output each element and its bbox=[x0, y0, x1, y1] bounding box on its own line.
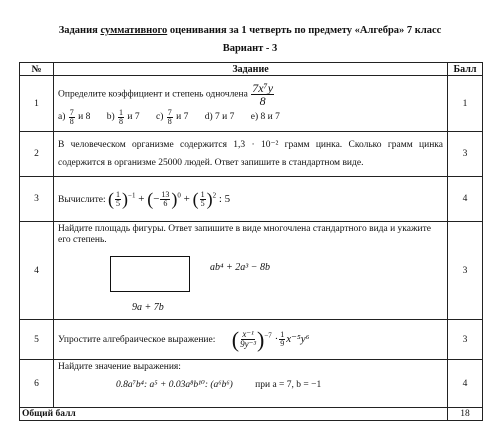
task-cell bbox=[54, 132, 448, 177]
task-points: 4 bbox=[448, 177, 483, 222]
option-a[interactable]: а) $\frac{7}{8}$ и 8 bbox=[58, 107, 91, 126]
expression: ( $\frac{\text{x⁻¹}}{\text{9y⁻³}}$ )$^{-7}$ · $\frac{1}{9}$ x⁻⁵y⁶ bbox=[231, 326, 310, 352]
option-c[interactable]: c) $\frac{7}{8}$ и 7 bbox=[156, 107, 189, 126]
option-e[interactable]: e) 8 и 7 bbox=[250, 112, 280, 123]
title-underlined: суммативного bbox=[100, 25, 168, 36]
task-points: 3 bbox=[448, 320, 483, 360]
option-d[interactable]: d) 7 и 7 bbox=[204, 112, 235, 123]
task-points: 3 bbox=[448, 132, 483, 177]
total-label: Общий балл bbox=[20, 408, 448, 421]
monomial-fraction: $\frac{\text{7x⁷y}}{8}$ bbox=[252, 80, 274, 108]
assessment-table bbox=[19, 62, 483, 421]
task-number: 2 bbox=[20, 132, 54, 177]
task-points: 3 bbox=[448, 222, 483, 320]
option-b[interactable]: b) $\frac{1}{8}$ и 7 bbox=[106, 107, 140, 126]
table-row bbox=[20, 222, 483, 320]
task-text: Упростите алгебраическое выражение: bbox=[58, 335, 216, 346]
task-text: Вычислите: bbox=[58, 194, 106, 205]
expression-line bbox=[116, 380, 443, 391]
task-number: 5 bbox=[20, 320, 54, 360]
task-cell bbox=[54, 177, 448, 222]
table-row bbox=[20, 320, 483, 360]
task-number: 1 bbox=[20, 76, 54, 132]
task-number: 4 bbox=[20, 222, 54, 320]
bottom-label: 9a + 7b bbox=[132, 302, 164, 313]
task-cell bbox=[54, 320, 448, 360]
rectangle-figure bbox=[110, 256, 190, 292]
expression: 0.8a⁷b⁴: a⁵ + 0.03a⁸b¹⁰: (a⁶b⁶) bbox=[116, 379, 233, 390]
total-row bbox=[20, 408, 483, 421]
header-number: № bbox=[20, 63, 54, 76]
task-cell bbox=[54, 76, 448, 132]
expression: ( $\frac{1}{5}$ )$^{-1}$ + (− $\frac{13}{6}$ )$^0$ + ( $\frac{1}{5}$ )$^2$ : 5 bbox=[108, 188, 231, 209]
answer-options bbox=[58, 109, 443, 126]
side-label: ab⁴ + 2a³ − 8b bbox=[210, 262, 270, 273]
task-number: 6 bbox=[20, 360, 54, 408]
condition: при a = 7, b = −1 bbox=[255, 379, 322, 390]
task-text: В человеческом организме содержится 1,3 · 10⁻² грамм цинка. Сколько грамм цинка содержится в организме 25000 людей. Ответ запишите в стандартном виде. bbox=[58, 139, 443, 168]
task-points: 1 bbox=[448, 76, 483, 132]
table-header-row bbox=[20, 63, 483, 76]
task-cell bbox=[54, 360, 448, 408]
task-text: Определите коэффициент и степень одночлена bbox=[58, 89, 248, 100]
table-row bbox=[20, 360, 483, 408]
task-cell bbox=[54, 222, 448, 320]
task-text: Найдите площадь фигуры. Ответ запишите в виде многочлена стандартного вида и укажите его степень. bbox=[58, 224, 431, 245]
title-part-a: Задания bbox=[58, 25, 101, 36]
document-title bbox=[0, 25, 500, 36]
header-points: Балл bbox=[448, 63, 483, 76]
header-task: Задание bbox=[54, 63, 448, 76]
table-row bbox=[20, 76, 483, 132]
task-points: 4 bbox=[448, 360, 483, 408]
task-text: Найдите значение выражения: bbox=[58, 362, 181, 372]
variant-title: Вариант - 3 bbox=[222, 43, 278, 54]
table-row bbox=[20, 177, 483, 222]
table-row bbox=[20, 132, 483, 177]
total-value: 18 bbox=[448, 408, 483, 421]
title-part-b: оценивания за 1 четверть по предмету «Алгебра» 7 класс bbox=[167, 25, 442, 36]
task-number: 3 bbox=[20, 177, 54, 222]
